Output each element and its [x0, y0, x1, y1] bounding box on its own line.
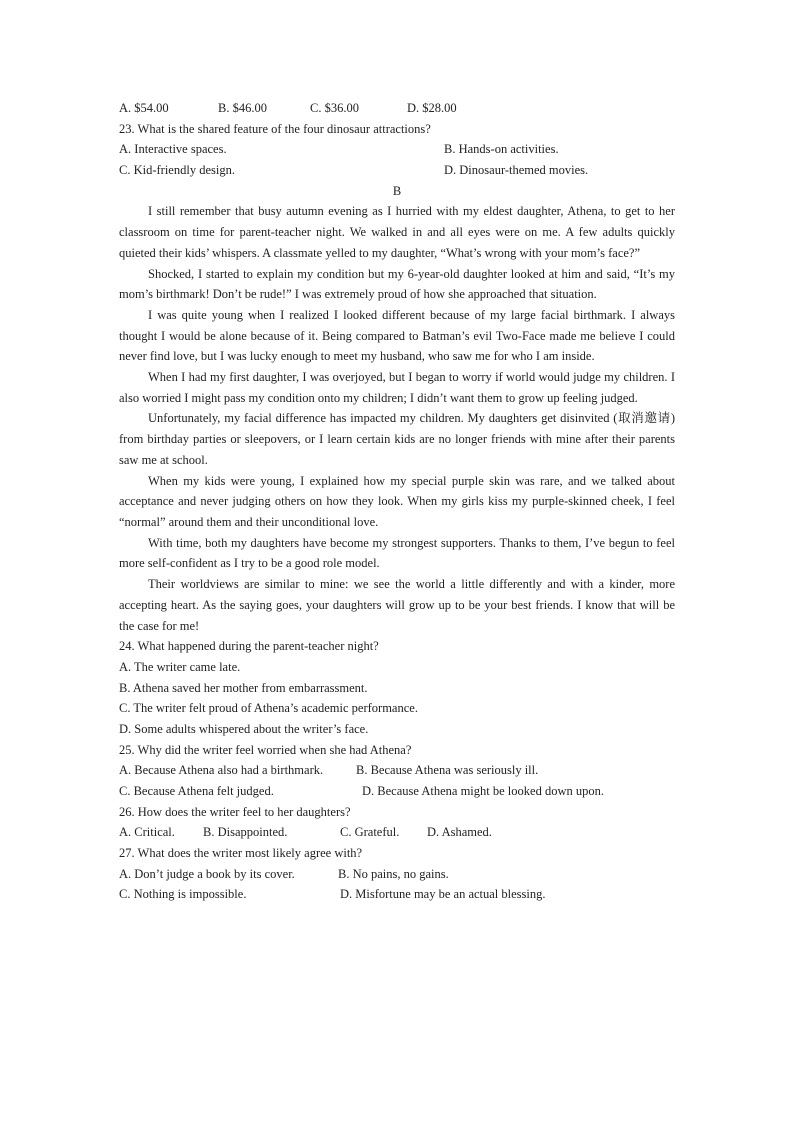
q23-option-c: C. Kid-friendly design. [119, 163, 235, 178]
q23-options-row1 [119, 139, 675, 160]
q25-option-c: C. Because Athena felt judged. [119, 784, 274, 799]
q25-option-d: D. Because Athena might be looked down upon. [362, 784, 604, 799]
q27-option-a: A. Don’t judge a book by its cover. [119, 866, 295, 881]
q27-options-row1 [119, 864, 675, 885]
q26-option-a: A. Critical. [119, 825, 175, 840]
q25-options-row2 [119, 781, 675, 802]
q22-option-a: A. $54.00 [119, 101, 169, 115]
section-label: B [392, 183, 402, 198]
q27-option-d: D. Misfortune may be an actual blessing. [340, 887, 546, 902]
passage-paragraph-3: I was quite young when I realized I looked different because of my large facial birthmark. I always thought I would be alone because of it. Being compared to Batman’s evil Two-Face made me believe I could never find love, but I was lucky enough to meet my husband, who saw me for who I am inside. [119, 307, 675, 364]
q27-options-row2 [119, 884, 675, 905]
q25-stem: 25. Why did the writer feel worried when she had Athena? [119, 742, 412, 757]
q22-option-c: C. $36.00 [310, 101, 359, 115]
q25-option-a: A. Because Athena also had a birthmark. [119, 763, 324, 778]
q24-option-d: D. Some adults whispered about the writer’s face. [119, 721, 369, 736]
q24-option-b: B. Athena saved her mother from embarrassment. [119, 680, 368, 695]
q26-option-c: C. Grateful. [340, 825, 400, 840]
q22-options [119, 98, 675, 119]
q27-option-b: B. No pains, no gains. [338, 866, 449, 881]
q26-stem: 26. How does the writer feel to her daughters? [119, 804, 351, 819]
q23-stem: 23. What is the shared feature of the four dinosaur attractions? [119, 121, 431, 136]
q23-option-a: A. Interactive spaces. [119, 142, 227, 157]
passage-paragraph-8: Their worldviews are similar to mine: we see the world a little differently and with a kinder, more accepting heart. As the saying goes, your daughters will grow up to be your best friends. I know that will be the case for me! [119, 577, 675, 633]
passage-paragraph-2: Shocked, I started to explain my condition but my 6-year-old daughter looked at him and said, “It’s my mom’s birthmark! Don’t be rude!” I was extremely proud of how she approached that situation. [119, 266, 675, 302]
passage-paragraph-4: When I had my first daughter, I was overjoyed, but I began to worry if world would judge my children. I also worried I might pass my condition onto my children; I didn’t want them to grow up feeling judged. [119, 370, 675, 405]
q26-option-d: D. Ashamed. [427, 825, 492, 840]
q26-option-b: B. Disappointed. [203, 825, 288, 840]
q24-stem: 24. What happened during the parent-teacher night? [119, 639, 379, 654]
passage-paragraph-6: When my kids were young, I explained how my special purple skin was rare, and we talked about acceptance and never judging others on how they look. When my girls kiss my purple-skinned cheek, I feel “normal” around them and their unconditional love. [119, 473, 675, 529]
q23-option-d: D. Dinosaur-themed movies. [444, 163, 589, 178]
passage-paragraph-5: Unfortunately, my facial difference has impacted my children. My daughters get disinvited (取消邀请) from birthday parties or sleepovers, or I learn certain kids are no longer friends with mine after their parents saw me at school. [119, 411, 675, 467]
q22-option-d: D. $28.00 [407, 101, 457, 115]
q25-option-b: B. Because Athena was seriously ill. [356, 763, 539, 778]
q25-options-row1 [119, 760, 675, 781]
q27-stem: 27. What does the writer most likely agree with? [119, 846, 363, 861]
q22-option-b: B. $46.00 [218, 101, 267, 115]
q24-option-a: A. The writer came late. [119, 659, 241, 674]
page-content [119, 98, 675, 905]
q26-options [119, 822, 675, 843]
q24-option-c: C. The writer felt proud of Athena’s academic performance. [119, 701, 418, 716]
q23-options-row2 [119, 160, 675, 181]
q23-option-b: B. Hands-on activities. [444, 142, 559, 157]
q27-option-c: C. Nothing is impossible. [119, 887, 247, 902]
passage-paragraph-1: I still remember that busy autumn evening as I hurried with my eldest daughter, Athena, to get to her classroom on time for parent-teacher night. We walked in and all eyes were on me. A few adults quickly quieted their kids’ whispers. A classmate yelled to my daughter, “What’s wrong with your mom’s face?” [119, 204, 675, 260]
passage-paragraph-7: With time, both my daughters have become my strongest supporters. Thanks to them, I’ve begun to feel more self-confident as I try to be a good role model. [119, 535, 675, 571]
